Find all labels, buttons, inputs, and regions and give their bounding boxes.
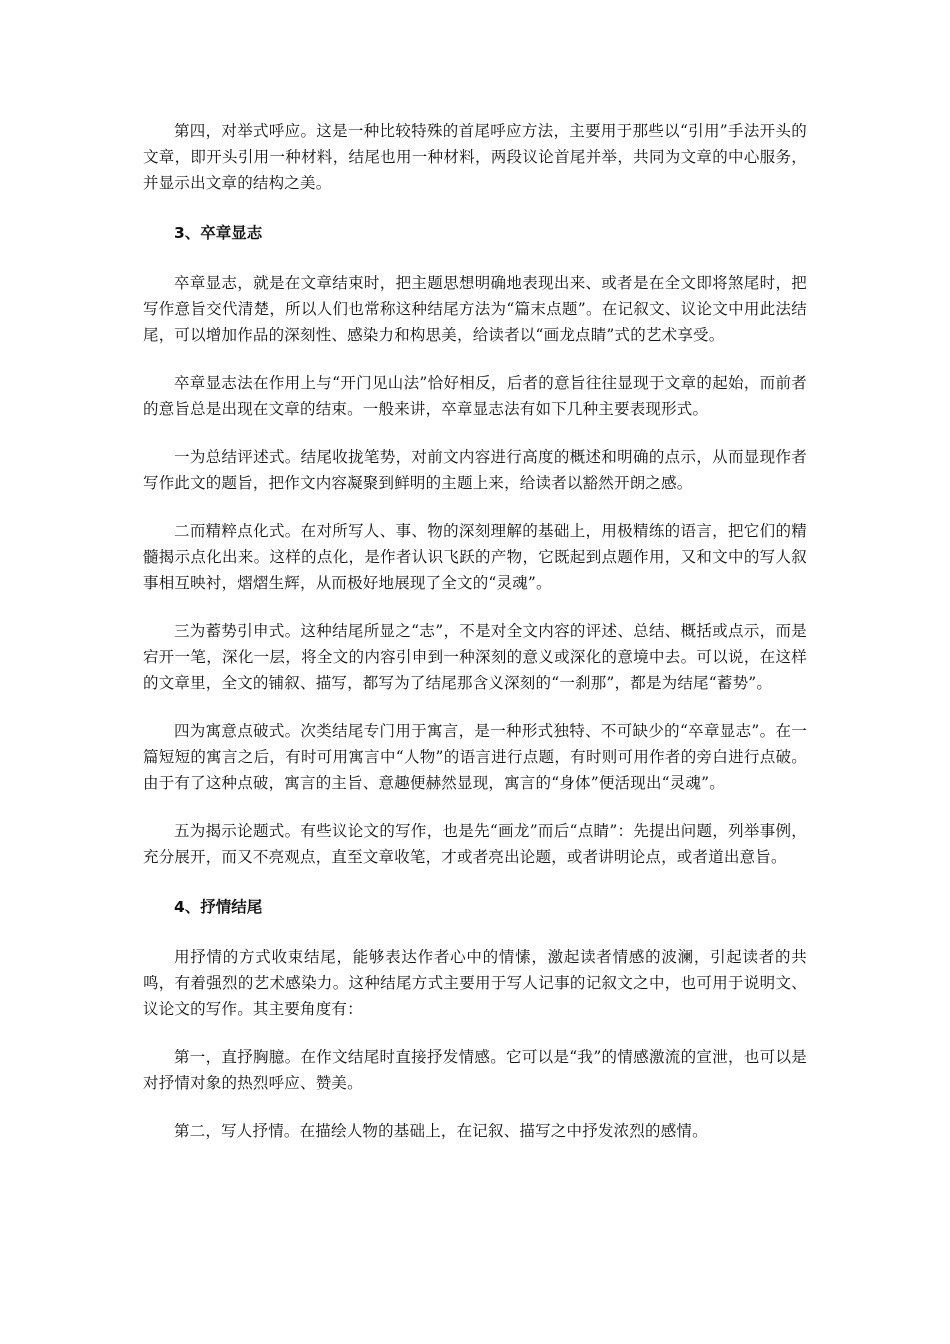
paragraph-form-3: 三为蓄势引申式。这种结尾所显之“志”，不是对全文内容的评述、总结、概括或点示，而是宕开一笔，深化一层，将全文的内容引申到一种深刻的意义或深化的意境中去。可以说，在这样的文章里，全文的铺叙、描写，都写为了结尾那含义深刻的“一刹那”，都是为结尾“蓄势”。 — [143, 622, 807, 692]
paragraph-form-1: 一为总结评述式。结尾收拢笔势，对前文内容进行高度的概述和明确的点示，从而显现作者写作此文的题旨，把作文内容凝聚到鲜明的主题上来，给读者以豁然开朗之感。 — [143, 448, 807, 492]
section-heading-4: 4、抒情结尾 — [174, 898, 263, 916]
paragraph-lyrical-second: 第二，写人抒情。在描绘人物的基础上，在记叙、描写之中抒发浓烈的感情。 — [174, 1122, 708, 1140]
paragraph-fourth-contrast-echo: 第四，对举式呼应。这是一种比较特殊的首尾呼应方法，主要用于那些以“引用”手法开头的文章，即开头引用一种材料，结尾也用一种材料，两段议论首尾并举，共同为文章的中心服务，并显示出文章的结构之美。 — [143, 122, 807, 192]
paragraph-lyrical-first: 第一，直抒胸臆。在作文结尾时直接抒发情感。它可以是“我”的情感激流的宣泄，也可以是对抒情对象的热烈呼应、赞美。 — [143, 1048, 807, 1092]
paragraph-form-4: 四为寓意点破式。次类结尾专门用于寓言，是一种形式独特、不可缺少的“卒章显志”。在一篇短短的寓言之后，有时可用寓言中“人物”的语言进行点题，有时则可用作者的旁白进行点破。由于有了这种点破，寓言的主旨、意趣便赫然显现，寓言的“身体”便活现出“灵魂”。 — [143, 722, 807, 792]
paragraph-lyrical-intro: 用抒情的方式收束结尾，能够表达作者心中的情愫，激起读者情感的波澜，引起读者的共鸣，有着强烈的艺术感染力。这种结尾方式主要用于写人记事的记叙文之中，也可用于说明文、议论文的写作。其主要角度有： — [143, 948, 807, 1018]
document-page — [143, 118, 807, 1144]
paragraph-form-5: 五为揭示论题式。有些议论文的写作，也是先“画龙”而后“点睛”：先提出问题，列举事例，充分展开，而又不亮观点，直至文章收笔，才或者亮出论题，或者讲明论点，或者道出意旨。 — [143, 822, 807, 866]
section-heading-3: 3、卒章显志 — [174, 224, 263, 242]
paragraph-form-2: 二而精粹点化式。在对所写人、事、物的深刻理解的基础上，用极精练的语言，把它们的精髓揭示点化出来。这样的点化，是作者认识飞跃的产物，它既起到点题作用，又和文中的写人叙事相互映衬，熠熠生辉，从而极好地展现了全文的“灵魂”。 — [143, 522, 807, 592]
paragraph-zuzhang-contrast: 卒章显志法在作用上与“开门见山法”恰好相反，后者的意旨往往显现于文章的起始，而前者的意旨总是出现在文章的结束。一般来讲，卒章显志法有如下几种主要表现形式。 — [143, 374, 807, 418]
paragraph-zuzhang-intro: 卒章显志，就是在文章结束时，把主题思想明确地表现出来、或者是在全文即将煞尾时，把写作意旨交代清楚，所以人们也常称这种结尾方法为“篇末点题”。在记叙文、议论文中用此法结尾，可以增加作品的深刻性、感染力和构思美，给读者以“画龙点睛”式的艺术享受。 — [143, 274, 807, 344]
